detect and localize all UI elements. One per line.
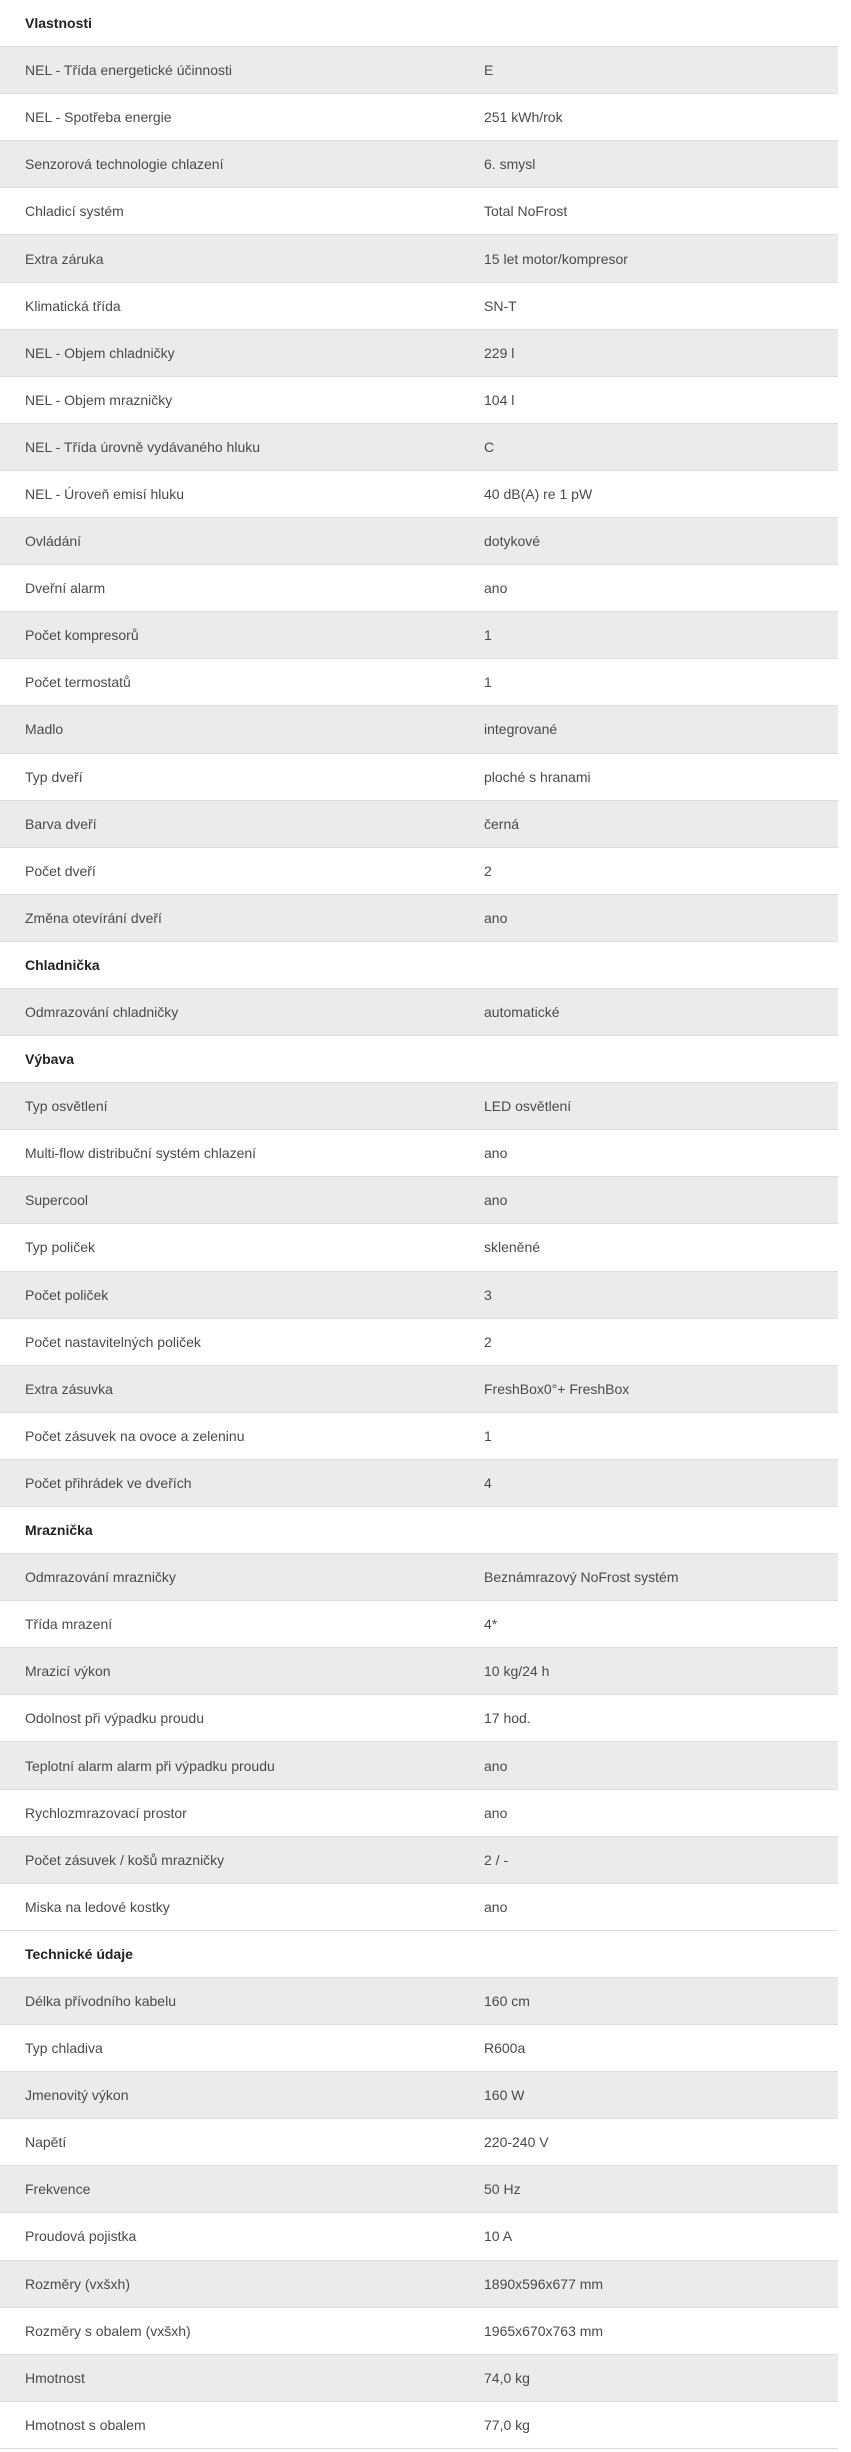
spec-label: Typ osvětlení: [25, 1098, 108, 1115]
spec-row: [0, 1224, 838, 1271]
spec-row: [0, 801, 838, 848]
spec-label: Počet dveří: [25, 862, 96, 879]
spec-row: [0, 47, 838, 94]
spec-label: Odmrazování chladničky: [25, 1004, 179, 1021]
spec-label: Teplotní alarm alarm při výpadku proudu: [25, 1757, 275, 1774]
spec-label: Počet zásuvek / košů mrazničky: [25, 1851, 225, 1868]
spec-row: [0, 1601, 838, 1648]
spec-value: 15 let motor/kompresor: [484, 250, 628, 267]
spec-label: Počet přihrádek ve dveřích: [25, 1474, 192, 1491]
spec-value: 40 dB(A) re 1 pW: [484, 485, 593, 502]
spec-value: E: [484, 62, 494, 79]
spec-value: SN-T: [484, 297, 517, 314]
spec-row: [0, 518, 838, 565]
spec-value: automatické: [484, 1004, 560, 1021]
spec-row: [0, 1554, 838, 1601]
spec-row: [0, 1413, 838, 1460]
spec-row: [0, 895, 838, 942]
spec-value: 1965x670x763 mm: [484, 2322, 604, 2339]
spec-value: 160 cm: [484, 1992, 530, 2009]
spec-label: Dveřní alarm: [25, 580, 106, 597]
spec-row: [0, 1884, 838, 1931]
spec-value: 10 kg/24 h: [484, 1663, 550, 1680]
section-title: Výbava: [25, 1051, 75, 1068]
spec-value: Beznámrazový NoFrost systém: [484, 1569, 679, 1586]
spec-value: 2: [484, 1333, 492, 1350]
spec-label: Odolnost při výpadku proudu: [25, 1710, 204, 1727]
spec-row: [0, 1366, 838, 1413]
spec-label: NEL - Objem chladničky: [25, 344, 175, 361]
spec-value: 1: [484, 1427, 492, 1444]
spec-label: Typ chladiva: [25, 2040, 103, 2057]
spec-label: Napětí: [25, 2134, 67, 2151]
spec-label: Rozměry s obalem (vxšxh): [25, 2322, 191, 2339]
spec-label: Rychlozmrazovací prostor: [25, 1804, 187, 1821]
spec-label: Odmrazování mrazničky: [25, 1569, 176, 1586]
spec-label: NEL - Objem mrazničky: [25, 391, 173, 408]
spec-row: [0, 2025, 838, 2072]
spec-value: 6. smysl: [484, 156, 536, 173]
spec-label: Miska na ledové kostky: [25, 1898, 170, 1915]
spec-row: [0, 1130, 838, 1177]
spec-label: Rozměry (vxšxh): [25, 2275, 131, 2292]
spec-row: [0, 2355, 838, 2402]
spec-label: Senzorová technologie chlazení: [25, 156, 224, 173]
spec-value: ploché s hranami: [484, 768, 591, 785]
section-title: Chladnička: [25, 956, 100, 973]
spec-label: Hmotnost: [25, 2369, 85, 2386]
spec-label: Extra zásuvka: [25, 1380, 113, 1397]
spec-row: [0, 1272, 838, 1319]
spec-value: 229 l: [484, 344, 515, 361]
spec-row: [0, 612, 838, 659]
spec-row: [0, 1695, 838, 1742]
spec-value: dotykové: [484, 533, 541, 550]
spec-row: [0, 2072, 838, 2119]
section-title: Mraznička: [25, 1522, 93, 1539]
spec-label: Změna otevírání dveří: [25, 909, 162, 926]
spec-row: [0, 989, 838, 1036]
spec-value: 10 A: [484, 2228, 513, 2245]
spec-value: černá: [484, 815, 520, 832]
spec-label: Extra záruka: [25, 250, 104, 267]
spec-label: Délka přívodního kabelu: [25, 1992, 176, 2009]
spec-row: [0, 848, 838, 895]
section-title: Technické údaje: [25, 1945, 133, 1962]
spec-value: 3: [484, 1286, 492, 1303]
spec-row: [0, 1177, 838, 1224]
spec-row: [0, 1460, 838, 1507]
spec-value: ano: [484, 1898, 508, 1915]
section-title: Vlastnosti: [25, 15, 92, 32]
spec-row: [0, 1319, 838, 1366]
spec-label: Frekvence: [25, 2181, 91, 2198]
spec-row: [0, 188, 838, 235]
spec-value: 160 W: [484, 2087, 525, 2104]
spec-row: [0, 471, 838, 518]
spec-value: 50 Hz: [484, 2181, 521, 2198]
spec-row: [0, 2308, 838, 2355]
spec-row: [0, 754, 838, 801]
spec-label: NEL - Třída energetické účinnosti: [25, 62, 232, 79]
spec-value: integrované: [484, 721, 558, 738]
spec-value: Total NoFrost: [484, 203, 568, 220]
spec-value: 17 hod.: [484, 1710, 531, 1727]
section-header: [0, 1507, 838, 1554]
spec-label: Typ dveří: [25, 768, 83, 785]
spec-row: [0, 330, 838, 377]
spec-label: Počet nastavitelných poliček: [25, 1333, 201, 1350]
spec-value: R600a: [484, 2040, 526, 2057]
spec-label: Klimatická třída: [25, 297, 121, 314]
spec-row: [0, 424, 838, 471]
spec-value: 104 l: [484, 391, 515, 408]
spec-label: Počet poliček: [25, 1286, 109, 1303]
spec-row: [0, 2261, 838, 2308]
spec-value: 1890x596x677 mm: [484, 2275, 604, 2292]
spec-label: Supercool: [25, 1192, 89, 1209]
spec-row: [0, 1083, 838, 1130]
spec-label: Madlo: [25, 721, 64, 738]
spec-value: ano: [484, 1757, 508, 1774]
spec-value: skleněné: [484, 1239, 541, 1256]
spec-value: ano: [484, 1145, 508, 1162]
spec-value: ano: [484, 580, 508, 597]
spec-label: NEL - Třída úrovně vydávaného hluku: [25, 438, 261, 455]
spec-value: 2: [484, 862, 492, 879]
spec-label: Chladicí systém: [25, 203, 124, 220]
spec-row: [0, 377, 838, 424]
spec-row: [0, 2119, 838, 2166]
spec-row: [0, 283, 838, 330]
spec-row: [0, 706, 838, 753]
spec-row: [0, 1742, 838, 1789]
spec-label: Barva dveří: [25, 815, 97, 832]
spec-value: 1: [484, 674, 492, 691]
spec-label: Typ poliček: [25, 1239, 96, 1256]
spec-value: 77,0 kg: [484, 2416, 530, 2433]
spec-row: [0, 141, 838, 188]
spec-label: Proudová pojistka: [25, 2228, 137, 2245]
spec-row: [0, 2166, 838, 2213]
section-header: [0, 1036, 838, 1083]
spec-label: Počet termostatů: [25, 674, 131, 691]
spec-value: 2 / -: [484, 1851, 509, 1868]
spec-value: ano: [484, 1192, 508, 1209]
spec-label: Multi-flow distribuční systém chlazení: [25, 1145, 257, 1162]
spec-label: Hmotnost s obalem: [25, 2416, 146, 2433]
spec-row: [0, 1837, 838, 1884]
spec-label: Ovládání: [25, 533, 82, 550]
spec-row: [0, 235, 838, 282]
spec-value: 4: [484, 1474, 492, 1491]
spec-row: [0, 2213, 838, 2260]
spec-label: Mrazicí výkon: [25, 1663, 111, 1680]
section-header: [0, 1931, 838, 1978]
spec-row: [0, 2402, 838, 2449]
spec-label: Třída mrazení: [25, 1616, 113, 1633]
spec-label: Jmenovitý výkon: [25, 2087, 129, 2104]
spec-value: ano: [484, 1804, 508, 1821]
spec-row: [0, 1790, 838, 1837]
spec-value: 251 kWh/rok: [484, 109, 563, 126]
spec-value: 1: [484, 627, 492, 644]
spec-label: NEL - Spotřeba energie: [25, 109, 172, 126]
spec-value: LED osvětlení: [484, 1098, 572, 1115]
spec-value: 4*: [484, 1616, 498, 1633]
spec-row: [0, 565, 838, 612]
spec-value: ano: [484, 909, 508, 926]
spec-row: [0, 659, 838, 706]
spec-label: NEL - Úroveň emisí hluku: [25, 485, 184, 502]
spec-value: 220-240 V: [484, 2134, 549, 2151]
spec-value: C: [484, 438, 495, 455]
spec-value: FreshBox0°+ FreshBox: [484, 1380, 630, 1397]
section-header: [0, 0, 838, 47]
spec-row: [0, 1978, 838, 2025]
section-header: [0, 942, 838, 989]
spec-label: Počet kompresorů: [25, 627, 139, 644]
spec-row: [0, 94, 838, 141]
spec-row: [0, 1648, 838, 1695]
spec-value: 74,0 kg: [484, 2369, 530, 2386]
spec-label: Počet zásuvek na ovoce a zeleninu: [25, 1427, 245, 1444]
